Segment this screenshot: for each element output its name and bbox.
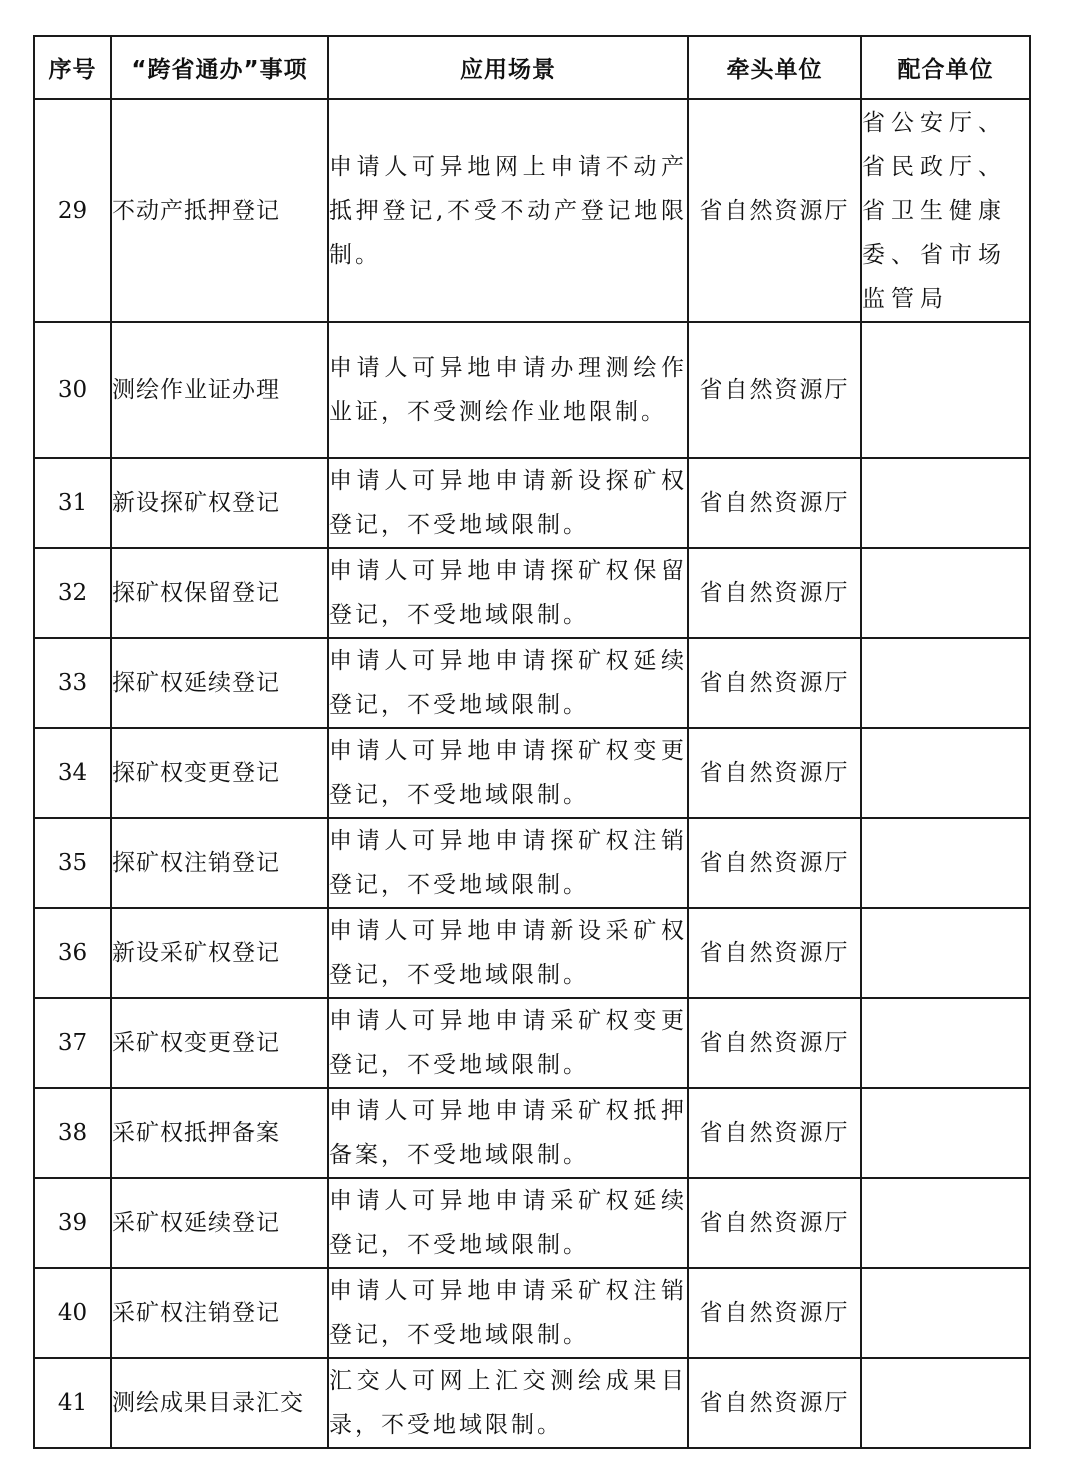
service-item-cell: 探矿权延续登记 bbox=[111, 638, 328, 728]
cooperating-unit-cell bbox=[861, 1268, 1030, 1358]
serial-number-cell: 31 bbox=[34, 458, 111, 548]
application-scene-cell: 申请人可异地申请新设探矿权登记，不受地域限制。 bbox=[328, 458, 688, 548]
service-item-cell: 采矿权抵押备案 bbox=[111, 1088, 328, 1178]
table-row bbox=[34, 1268, 1030, 1358]
service-item-cell: 新设探矿权登记 bbox=[111, 458, 328, 548]
lead-unit-cell: 省自然资源厅 bbox=[688, 638, 861, 728]
cooperating-unit-cell bbox=[861, 548, 1030, 638]
service-item-cell: 采矿权注销登记 bbox=[111, 1268, 328, 1358]
table-row bbox=[34, 908, 1030, 998]
cross-province-services-table bbox=[33, 35, 1031, 1449]
serial-number-cell: 32 bbox=[34, 548, 111, 638]
cooperating-unit-cell bbox=[861, 998, 1030, 1088]
service-item-cell: 不动产抵押登记 bbox=[111, 99, 328, 322]
header-service-item: “跨省通办”事项 bbox=[111, 36, 328, 99]
table-row bbox=[34, 998, 1030, 1088]
service-item-cell: 探矿权注销登记 bbox=[111, 818, 328, 908]
table-row bbox=[34, 1358, 1030, 1448]
cooperating-unit-cell bbox=[861, 818, 1030, 908]
serial-number-cell: 29 bbox=[34, 99, 111, 322]
application-scene-cell: 申请人可异地申请探矿权变更登记，不受地域限制。 bbox=[328, 728, 688, 818]
table-row bbox=[34, 1178, 1030, 1268]
service-item-cell: 测绘作业证办理 bbox=[111, 322, 328, 458]
cooperating-unit-cell: 省公安厅、省民政厅、省卫生健康委、省市场监管局 bbox=[861, 99, 1030, 322]
application-scene-cell: 申请人可异地申请探矿权延续登记，不受地域限制。 bbox=[328, 638, 688, 728]
cooperating-unit-cell bbox=[861, 1358, 1030, 1448]
application-scene-cell: 汇交人可网上汇交测绘成果目录，不受地域限制。 bbox=[328, 1358, 688, 1448]
application-scene-cell: 申请人可异地申请探矿权注销登记，不受地域限制。 bbox=[328, 818, 688, 908]
serial-number-cell: 37 bbox=[34, 998, 111, 1088]
header-application-scene: 应用场景 bbox=[328, 36, 688, 99]
serial-number-cell: 39 bbox=[34, 1178, 111, 1268]
service-item-cell: 探矿权保留登记 bbox=[111, 548, 328, 638]
table-row bbox=[34, 818, 1030, 908]
lead-unit-cell: 省自然资源厅 bbox=[688, 99, 861, 322]
serial-number-cell: 35 bbox=[34, 818, 111, 908]
lead-unit-cell: 省自然资源厅 bbox=[688, 998, 861, 1088]
table-row bbox=[34, 322, 1030, 458]
serial-number-cell: 34 bbox=[34, 728, 111, 818]
serial-number-cell: 41 bbox=[34, 1358, 111, 1448]
service-item-cell: 探矿权变更登记 bbox=[111, 728, 328, 818]
cooperating-unit-cell bbox=[861, 322, 1030, 458]
lead-unit-cell: 省自然资源厅 bbox=[688, 458, 861, 548]
application-scene-cell: 申请人可异地申请采矿权注销登记，不受地域限制。 bbox=[328, 1268, 688, 1358]
service-item-cell: 新设采矿权登记 bbox=[111, 908, 328, 998]
service-item-cell: 测绘成果目录汇交 bbox=[111, 1358, 328, 1448]
cooperating-unit-cell bbox=[861, 908, 1030, 998]
table-row bbox=[34, 1088, 1030, 1178]
cooperating-unit-cell bbox=[861, 1178, 1030, 1268]
application-scene-cell: 申请人可异地申请采矿权抵押备案，不受地域限制。 bbox=[328, 1088, 688, 1178]
table-row bbox=[34, 728, 1030, 818]
table-header-row bbox=[34, 36, 1030, 99]
table-row bbox=[34, 458, 1030, 548]
cooperating-unit-cell bbox=[861, 728, 1030, 818]
table-row bbox=[34, 548, 1030, 638]
table-row bbox=[34, 99, 1030, 322]
lead-unit-cell: 省自然资源厅 bbox=[688, 1268, 861, 1358]
serial-number-cell: 40 bbox=[34, 1268, 111, 1358]
cooperating-unit-cell bbox=[861, 638, 1030, 728]
serial-number-cell: 36 bbox=[34, 908, 111, 998]
lead-unit-cell: 省自然资源厅 bbox=[688, 1088, 861, 1178]
serial-number-cell: 33 bbox=[34, 638, 111, 728]
service-item-cell: 采矿权变更登记 bbox=[111, 998, 328, 1088]
lead-unit-cell: 省自然资源厅 bbox=[688, 1178, 861, 1268]
application-scene-cell: 申请人可异地申请采矿权变更登记，不受地域限制。 bbox=[328, 998, 688, 1088]
lead-unit-cell: 省自然资源厅 bbox=[688, 1358, 861, 1448]
service-item-cell: 采矿权延续登记 bbox=[111, 1178, 328, 1268]
lead-unit-cell: 省自然资源厅 bbox=[688, 548, 861, 638]
header-serial-number: 序号 bbox=[34, 36, 111, 99]
application-scene-cell: 申请人可异地申请新设采矿权登记，不受地域限制。 bbox=[328, 908, 688, 998]
table-row bbox=[34, 638, 1030, 728]
header-cooperating-unit: 配合单位 bbox=[861, 36, 1030, 99]
serial-number-cell: 38 bbox=[34, 1088, 111, 1178]
application-scene-cell: 申请人可异地网上申请不动产抵押登记,不受不动产登记地限制。 bbox=[328, 99, 688, 322]
application-scene-cell: 申请人可异地申请采矿权延续登记，不受地域限制。 bbox=[328, 1178, 688, 1268]
lead-unit-cell: 省自然资源厅 bbox=[688, 908, 861, 998]
serial-number-cell: 30 bbox=[34, 322, 111, 458]
header-lead-unit: 牵头单位 bbox=[688, 36, 861, 99]
cooperating-unit-cell bbox=[861, 1088, 1030, 1178]
application-scene-cell: 申请人可异地申请办理测绘作业证，不受测绘作业地限制。 bbox=[328, 322, 688, 458]
lead-unit-cell: 省自然资源厅 bbox=[688, 728, 861, 818]
lead-unit-cell: 省自然资源厅 bbox=[688, 818, 861, 908]
cooperating-unit-cell bbox=[861, 458, 1030, 548]
application-scene-cell: 申请人可异地申请探矿权保留登记，不受地域限制。 bbox=[328, 548, 688, 638]
lead-unit-cell: 省自然资源厅 bbox=[688, 322, 861, 458]
